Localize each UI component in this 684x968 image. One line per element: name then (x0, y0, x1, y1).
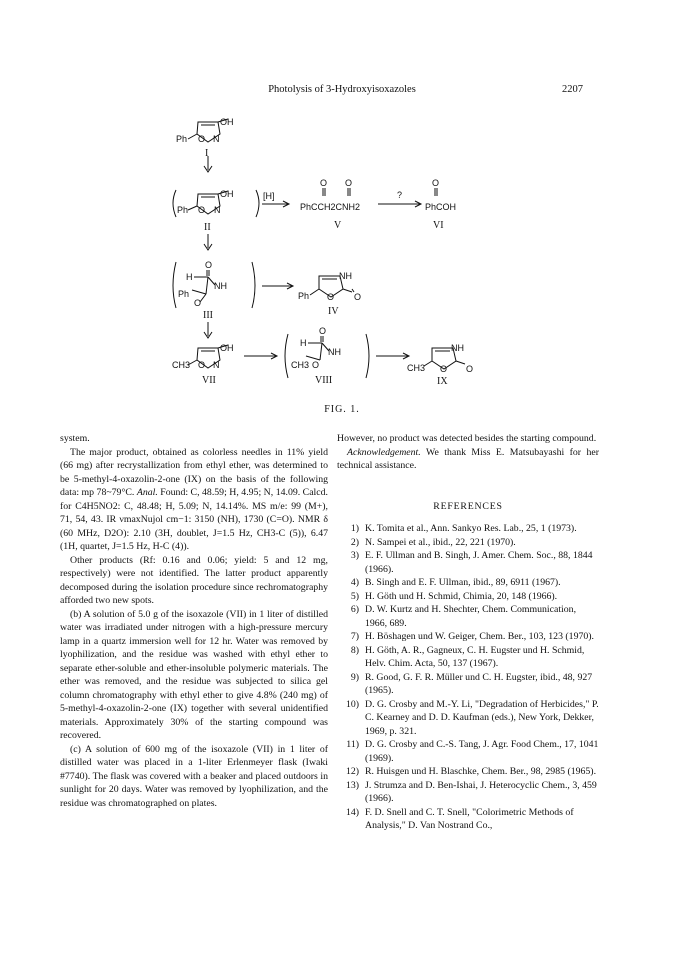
atom-label: O (205, 260, 213, 270)
reference-number: 6) (350, 604, 359, 615)
reference-text: N. Sampei et al., ibid., 22, 221 (1970). (365, 536, 516, 548)
paragraph: Other products (Rf: 0.16 and 0.06; yield: 5 and 12 mg, respectively) were not identified. The latter product apparently decomposed during the isolation procedure since rechromatography afforded two new spots. (60, 554, 328, 606)
atom-label: O (320, 178, 328, 188)
atom-label: OH (220, 189, 234, 199)
atom-label: Ph (178, 289, 190, 299)
reference-number: 11) (346, 739, 359, 750)
atom-label: O (440, 364, 448, 374)
paragraph: system. (60, 433, 90, 444)
atom-label: N (213, 134, 220, 144)
reference-list (337, 522, 599, 833)
compound-label: II (204, 222, 211, 233)
reference-number: 7) (350, 631, 359, 642)
reference-number: 4) (350, 577, 359, 588)
left-column (60, 432, 328, 810)
reference-item (337, 779, 599, 806)
atom-label: CH3 (172, 360, 191, 370)
reference-text: K. Tomita et al., Ann. Sankyo Res. Lab., 25, 1 (1973). (365, 523, 577, 534)
compound-formula: PhCCH2CNH2 (300, 202, 361, 212)
reference-text: R. Huisgen und H. Blaschke, Chem. Ber., 98, 2985 (1965). (365, 766, 597, 777)
paragraph: (b) A solution of 5.0 g of the isoxazole (VII) in 1 liter of distilled water was irradiated under nitrogen with a high-pressure mercury lamp in a quartz immersion well for 12 hr. Water was removed by lyophilization, and the residue was washed with ethyl ether to separate ether-soluble and ether-insoluble polymeric materials. The ether was removed, and the residue was subjected to silica gel column chromatography with ethyl ether to give 4.8% (240 mg) of 5-methyl-4-oxazolin-2-one (IX) together with several unidentified materials. Approximately 30% of the starting compound was recovered. (60, 608, 328, 741)
paragraph: (c) A solution of 600 mg of the isoxazole (VII) in 1 liter of distilled water was placed in a 1-liter Erlenmeyer flask (Iwaki #7740). The flask was covered with a beaker and placed outdoors in sunlight for 20 days. Water was removed by lyophilization, and the residue was chromatographed on plates. (60, 743, 328, 809)
atom-label: N (214, 205, 221, 215)
paragraph: The major product, obtained as colorless needles in 11% yield (66 mg) after recrystallization from ethyl ether, was determined to be 5-methyl-4-oxazolin-2-one (IX) on the basis of the following data: mp 78~79°C. Anal. Found: C, 48.59; H, 4.95; N, 14.09. Calcd. for C4H5NO2: C, 48.48; H, 5.09; N, 14.14%. MS m/e: 99 (M+), 71, 54, 43. IR νmaxNujol cm−1: 3150 (NH), 1730 (C=O). NMR δ (60 MHz, D2O): 2.10 (3H, doublet, J=1.5 Hz, CH3-C (5)), 6.47 (1H, quartet, J=1.5 Hz, H-C (4)). (60, 446, 328, 552)
atom-label: O (312, 360, 320, 370)
reference-item (337, 765, 599, 779)
reference-text: F. D. Snell and C. T. Snell, "Colorimetric Methods of Analysis," D. Van Nostrand Co., (365, 806, 574, 831)
reference-item (337, 603, 599, 630)
atom-label: OH (220, 117, 234, 127)
reference-number: 12) (345, 766, 359, 777)
references-heading: REFERENCES (433, 500, 503, 512)
atom-label: O (198, 134, 206, 144)
atom-label: NH (339, 271, 352, 281)
reference-item (337, 806, 599, 833)
reference-text: D. G. Crosby and M.-Y. Li, "Degradation of Herbicides," P. C. Kearney and D. D. Kaufman (eds.), New York, Dekker, 1969, p. 321. (365, 698, 599, 737)
reference-item (337, 698, 599, 739)
compound-label: VIII (315, 375, 333, 386)
page-number: 2207 (562, 84, 583, 95)
reference-text: H. Böshagen und W. Geiger, Chem. Ber., 103, 123 (1970). (365, 631, 594, 642)
right-column (337, 432, 599, 833)
reference-number: 8) (350, 644, 359, 656)
reference-item (337, 549, 599, 576)
arrow-question: ? (397, 190, 403, 200)
atom-label: OH (220, 343, 234, 353)
reference-number: 14) (345, 806, 359, 818)
reagent-label: [H] (263, 191, 275, 201)
reference-number: 3) (350, 550, 359, 561)
atom-label: O (354, 292, 362, 302)
atom-label: H (186, 272, 193, 282)
reference-text: H. Göth, A. R., Gagneux, C. H. Eugster und H. Schmid, Helv. Chim. Acta, 50, 137 (1967). (365, 644, 585, 669)
compound-label: VI (433, 220, 444, 231)
running-title: Photolysis of 3-Hydroxyisoxazoles (268, 84, 416, 95)
reference-text: E. F. Ullman and B. Singh, J. Amer. Chem. Soc., 88, 1844 (1966). (365, 550, 593, 575)
reference-number: 13) (345, 779, 359, 791)
atom-label: CH3 (407, 363, 426, 373)
paragraph: However, no product was detected besides the starting compound. (337, 433, 597, 444)
reference-item (337, 738, 599, 765)
reference-number: 5) (350, 590, 359, 602)
atom-label: O (466, 364, 474, 374)
atom-label: O (319, 326, 327, 336)
compound-formula: PhCOH (425, 202, 457, 212)
reference-item (337, 536, 599, 550)
reference-text: D. W. Kurtz and H. Shechter, Chem. Communication, 1966, 689. (365, 604, 577, 629)
reference-text: H. Göth und H. Schmid, Chimia, 20, 148 (1966). (365, 590, 558, 602)
atom-label: Ph (177, 205, 189, 215)
reference-item (337, 630, 599, 644)
atom-label: NH (214, 281, 227, 291)
reference-item (337, 576, 599, 590)
atom-label: NH (451, 343, 464, 353)
reference-item (337, 671, 599, 698)
compound-label: I (205, 148, 209, 159)
reference-item (337, 522, 599, 536)
reference-item (337, 590, 599, 604)
reference-number: 9) (350, 671, 359, 683)
atom-label: H (300, 338, 307, 348)
reference-text: R. Good, G. F. R. Müller und C. H. Eugster, ibid., 48, 927 (1965). (365, 671, 593, 696)
atom-label: CH3 (291, 360, 310, 370)
reaction-scheme (0, 0, 684, 440)
atom-label: Ph (176, 134, 188, 144)
atom-label: O (327, 292, 335, 302)
atom-label: O (194, 298, 202, 308)
atom-label: NH (328, 347, 341, 357)
compound-label: IX (437, 376, 448, 387)
reference-text: B. Singh and E. F. Ullman, ibid., 89, 6911 (1967). (365, 577, 561, 588)
reference-item (337, 644, 599, 671)
compound-label: III (203, 310, 213, 321)
reference-number: 10) (345, 698, 359, 710)
acknowledgement: Acknowledgement. We thank Miss E. Matsubayashi for her technical assistance. (337, 446, 599, 471)
compound-label: V (334, 220, 342, 231)
atom-label: Ph (298, 291, 310, 301)
atom-label: O (198, 360, 206, 370)
compound-label: VII (202, 375, 216, 386)
atom-label: O (198, 205, 206, 215)
figure-caption: FIG. 1. (324, 404, 360, 415)
atom-label: N (213, 360, 220, 370)
compound-label: IV (328, 306, 339, 317)
reference-text: J. Strumza and D. Ben-Ishai, J. Heterocyclic Chem., 3, 459 (1966). (365, 779, 597, 804)
reference-text: D. G. Crosby and C.-S. Tang, J. Agr. Food Chem., 17, 1041 (1969). (365, 739, 599, 764)
atom-label: O (432, 178, 440, 188)
atom-label: O (345, 178, 353, 188)
reference-number: 1) (350, 523, 359, 534)
reference-number: 2) (350, 536, 359, 548)
